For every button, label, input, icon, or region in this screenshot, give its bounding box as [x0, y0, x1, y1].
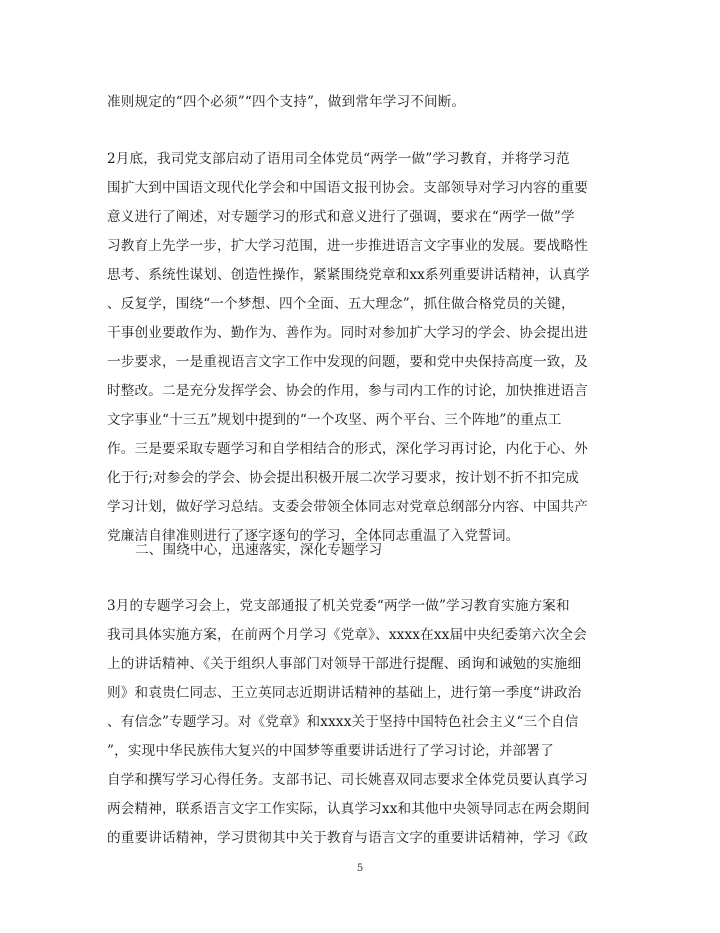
text-line: 2月底，我司党支部启动了语用司全体党员“两学一做”学习教育，并将学习范	[107, 151, 570, 167]
text-line: 文字事业“十三五”规划中提到的“一个攻坚、两个平台、三个阵地”的重点工	[107, 412, 562, 428]
text-line: 上的讲话精神、《关于组织人事部门对领导干部进行提醒、函询和诫勉的实施细	[107, 656, 582, 672]
paragraph-continuation	[107, 88, 615, 117]
text-line: 两会精神，联系语言文字工作实际，认真学习xx和其他中央领导同志在两会期间	[107, 801, 590, 817]
text-line: 、反复学，围绕“一个梦想、四个全面、五大理念”，抓住做合格党员的关键，	[107, 296, 575, 312]
text-line: 思考、系统性谋划、创造性操作，紧紧围绕党章和xx系列重要讲话精神，认真学	[107, 267, 590, 283]
section-heading	[107, 536, 615, 565]
text-line: 准则规定的“四个必须”“四个支持”，做到常年学习不间断。	[107, 94, 466, 110]
text-line: 自学和撰写学习心得任务。支部书记、司长姚喜双同志要求全体党员要认真学习	[107, 772, 589, 788]
text-line: 作。三是要采取专题学习和自学相结合的形式，深化学习再讨论，内化于心、外	[107, 441, 589, 457]
text-line: ”，实现中华民族伟大复兴的中国梦等重要讲话进行了学习讨论，并部署了	[107, 743, 554, 759]
text-line: 时整改。二是充分发挥学会、协会的作用，参与司内工作的讨论，加快推进语言	[107, 383, 589, 399]
text-line: 一步要求，一是重视语言文字工作中发现的问题，要和党中央保持高度一致，及	[107, 354, 589, 370]
text-line: 则》和袁贵仁同志、王立英同志近期讲话精神的基础上，进行第一季度“讲政治	[107, 685, 582, 701]
paragraph-march-study	[107, 592, 615, 853]
section-heading-text: 二、围绕中心，迅速落实，深化专题学习	[135, 542, 383, 558]
text-line: 、有信念”专题学习。对《党章》和xxxx关于坚持中国特色社会主义“三个自信	[107, 714, 579, 730]
text-line: 习教育上先学一步，扩大学习范围，进一步推进语言文字事业的发展。要战略性	[107, 238, 589, 254]
text-line: 3月的专题学习会上，党支部通报了机关党委“两学一做”学习教育实施方案和	[107, 598, 570, 614]
text-line: 学习计划，做好学习总结。支委会带领全体同志对党章总纲部分内容、中国共产	[107, 499, 589, 515]
paragraph-february-study	[107, 145, 615, 551]
text-line: 的重要讲话精神，学习贯彻其中关于教育与语言文字的重要讲话精神，学习《政	[107, 830, 589, 846]
text-line: 围扩大到中国语文现代化学会和中国语文报刊协会。支部领导对学习内容的重要	[107, 180, 589, 196]
page-number: 5	[356, 863, 364, 874]
text-line: 干事创业要敢作为、勤作为、善作为。同时对参加扩大学习的学会、协会提出进	[107, 325, 589, 341]
text-line: 我司具体实施方案，在前两个月学习《党章》、xxxx在xx届中央纪委第六次全会	[107, 627, 587, 643]
text-line: 党廉洁自律准则进行了逐字逐句的学习，全体同志重温了入党誓词。	[107, 528, 520, 544]
text-line: 意义进行了阐述，对专题学习的形式和意义进行了强调，要求在“两学一做”学	[107, 209, 575, 225]
text-line: 化于行;对参会的学会、协会提出积极开展二次学习要求，按计划不折不扣完成	[107, 470, 580, 486]
